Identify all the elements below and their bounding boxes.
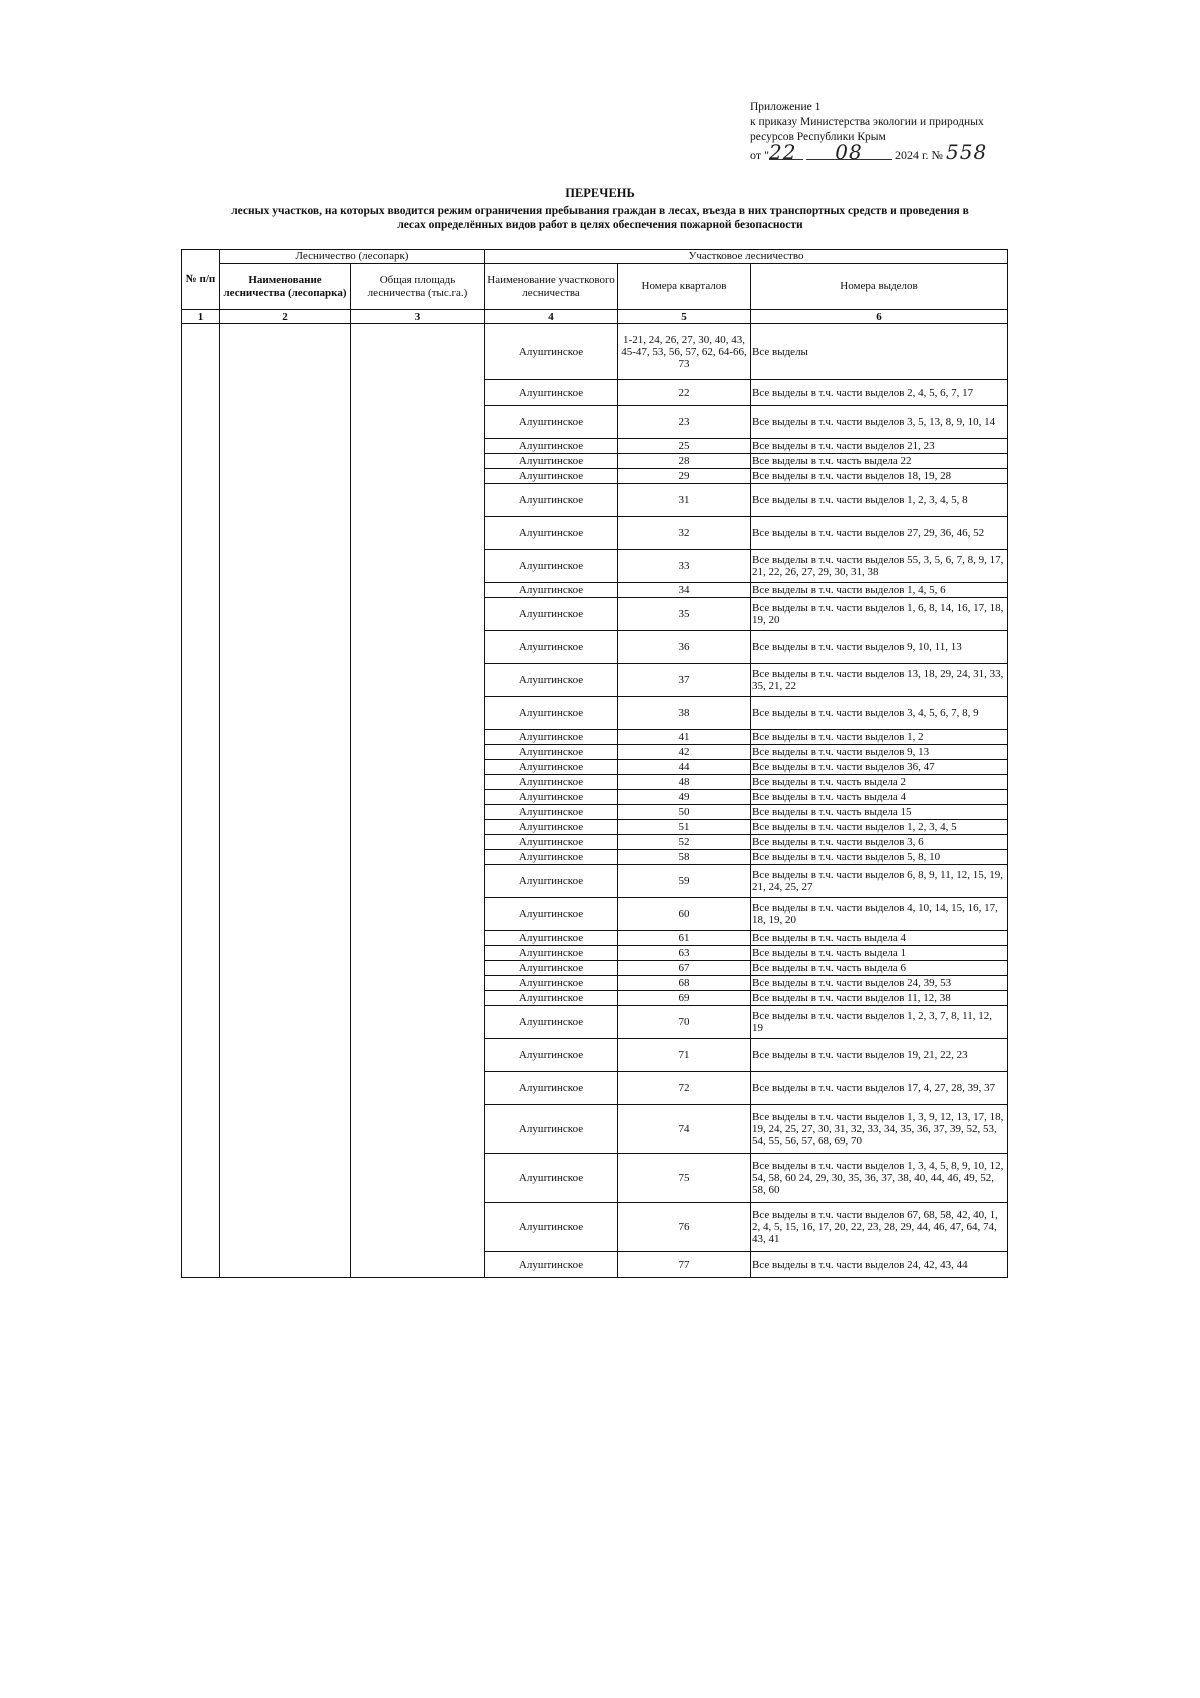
plots-cell: Все выделы в т.ч. части выделов 27, 29, 36, 46, 52 — [751, 517, 1008, 550]
district-cell: Алуштинское — [485, 517, 618, 550]
header-col-plots: Номера выделов — [751, 264, 1008, 310]
plots-cell: Все выделы в т.ч. часть выдела 4 — [751, 931, 1008, 946]
quarter-cell: 44 — [618, 760, 751, 775]
header-col-forestry-name: Наименование лесничества (лесопарка) — [220, 264, 351, 310]
plots-cell: Все выделы в т.ч. части выделов 21, 23 — [751, 439, 1008, 454]
plots-cell: Все выделы в т.ч. части выделов 1, 3, 9, 12, 13, 17, 18, 19, 24, 25, 27, 30, 31, 32, 33, 34, 35, 36, 37, 39, 52, 53, 54, 55, 56, 57, 68, 69, 70 — [751, 1105, 1008, 1154]
quarter-cell: 42 — [618, 745, 751, 760]
district-cell: Алуштинское — [485, 805, 618, 820]
plots-cell: Все выделы в т.ч. части выделов 1, 2 — [751, 730, 1008, 745]
title-line-1: лесных участков, на которых вводится режим ограничения пребывания граждан в лесах, въезда в них транспортных средств и проведения в — [231, 205, 969, 217]
title-line-2: лесах определённых видов работ в целях обеспечения пожарной безопасности — [397, 219, 803, 231]
quarter-cell: 76 — [618, 1203, 751, 1252]
district-cell: Алуштинское — [485, 1105, 618, 1154]
district-cell: Алуштинское — [485, 439, 618, 454]
quarter-cell: 25 — [618, 439, 751, 454]
district-cell: Алуштинское — [485, 820, 618, 835]
district-cell: Алуштинское — [485, 835, 618, 850]
plots-cell: Все выделы в т.ч. часть выдела 22 — [751, 454, 1008, 469]
district-cell: Алуштинское — [485, 1072, 618, 1105]
header-col-district-name: Наименование участкового лесничества — [485, 264, 618, 310]
district-cell: Алуштинское — [485, 1006, 618, 1039]
quarter-cell: 58 — [618, 850, 751, 865]
index-cell: 4 — [485, 310, 618, 324]
plots-cell: Все выделы в т.ч. часть выдела 6 — [751, 961, 1008, 976]
plots-cell: Все выделы — [751, 324, 1008, 380]
district-cell: Алуштинское — [485, 1039, 618, 1072]
district-cell: Алуштинское — [485, 991, 618, 1006]
district-cell: Алуштинское — [485, 1203, 618, 1252]
plots-cell: Все выделы в т.ч. части выделов 19, 21, 22, 23 — [751, 1039, 1008, 1072]
quarter-cell: 37 — [618, 664, 751, 697]
index-cell: 2 — [220, 310, 351, 324]
district-cell: Алуштинское — [485, 550, 618, 583]
quarter-cell: 51 — [618, 820, 751, 835]
header-col-quarters: Номера кварталов — [618, 264, 751, 310]
plots-cell: Все выделы в т.ч. части выделов 36, 47 — [751, 760, 1008, 775]
date-day: 22 — [769, 145, 803, 160]
table-row — [182, 324, 1008, 380]
header-col-number: № п/п — [182, 250, 220, 310]
district-cell: Алуштинское — [485, 790, 618, 805]
quarter-cell: 29 — [618, 469, 751, 484]
plots-cell: Все выделы в т.ч. части выделов 4, 10, 14, 15, 16, 17, 18, 19, 20 — [751, 898, 1008, 931]
plots-cell: Все выделы в т.ч. части выделов 3, 6 — [751, 835, 1008, 850]
title-heading: ПЕРЕЧЕНЬ — [565, 186, 635, 200]
quarter-cell: 22 — [618, 380, 751, 406]
plots-cell: Все выделы в т.ч. часть выдела 1 — [751, 946, 1008, 961]
plots-cell: Все выделы в т.ч. части выделов 5, 8, 10 — [751, 850, 1008, 865]
plots-cell: Все выделы в т.ч. части выделов 1, 2, 3, 4, 5 — [751, 820, 1008, 835]
plots-cell: Все выделы в т.ч. части выделов 2, 4, 5, 6, 7, 17 — [751, 380, 1008, 406]
plots-cell: Все выделы в т.ч. части выделов 24, 39, 53 — [751, 976, 1008, 991]
header-col-area: Общая площадь лесничества (тыс.га.) — [351, 264, 485, 310]
quarter-cell: 59 — [618, 865, 751, 898]
side-cell-area — [351, 324, 485, 1278]
index-cell: 5 — [618, 310, 751, 324]
quarter-cell: 31 — [618, 484, 751, 517]
district-cell: Алуштинское — [485, 760, 618, 775]
quarter-cell: 49 — [618, 790, 751, 805]
quarter-cell: 68 — [618, 976, 751, 991]
plots-cell: Все выделы в т.ч. части выделов 17, 4, 27, 28, 39, 37 — [751, 1072, 1008, 1105]
header-group-district: Участковое лесничество — [485, 250, 1008, 264]
plots-cell: Все выделы в т.ч. части выделов 9, 13 — [751, 745, 1008, 760]
district-cell: Алуштинское — [485, 454, 618, 469]
quarter-cell: 36 — [618, 631, 751, 664]
quarter-cell: 72 — [618, 1072, 751, 1105]
document-title — [180, 186, 1020, 232]
quarter-cell: 77 — [618, 1252, 751, 1278]
quarter-cell: 34 — [618, 583, 751, 598]
quarter-cell: 67 — [618, 961, 751, 976]
quarter-cell: 60 — [618, 898, 751, 931]
header-group-forestry: Лесничество (лесопарк) — [220, 250, 485, 264]
district-cell: Алуштинское — [485, 976, 618, 991]
district-cell: Алуштинское — [485, 631, 618, 664]
district-cell: Алуштинское — [485, 946, 618, 961]
district-cell: Алуштинское — [485, 1154, 618, 1203]
quarter-cell: 71 — [618, 1039, 751, 1072]
plots-cell: Все выделы в т.ч. части выделов 18, 19, 28 — [751, 469, 1008, 484]
district-cell: Алуштинское — [485, 583, 618, 598]
date-month: 08 — [806, 145, 892, 160]
appendix-line-2: к приказу Министерства экологии и природных — [750, 116, 984, 128]
quarter-cell: 74 — [618, 1105, 751, 1154]
plots-cell: Все выделы в т.ч. части выделов 1, 2, 3, 4, 5, 8 — [751, 484, 1008, 517]
date-prefix: от " — [750, 148, 769, 162]
district-cell: Алуштинское — [485, 865, 618, 898]
index-cell: 1 — [182, 310, 220, 324]
district-cell: Алуштинское — [485, 898, 618, 931]
plots-cell: Все выделы в т.ч. части выделов 1, 4, 5, 6 — [751, 583, 1008, 598]
quarter-cell: 52 — [618, 835, 751, 850]
plots-cell: Все выделы в т.ч. части выделов 6, 8, 9, 11, 12, 15, 19, 21, 24, 25, 27 — [751, 865, 1008, 898]
district-cell: Алуштинское — [485, 324, 618, 380]
district-cell: Алуштинское — [485, 961, 618, 976]
quarter-cell: 48 — [618, 775, 751, 790]
district-cell: Алуштинское — [485, 469, 618, 484]
quarter-cell: 28 — [618, 454, 751, 469]
plots-cell: Все выделы в т.ч. части выделов 13, 18, 29, 24, 31, 33, 35, 21, 22 — [751, 664, 1008, 697]
plots-cell: Все выделы в т.ч. части выделов 1, 6, 8, 14, 16, 17, 18, 19, 20 — [751, 598, 1008, 631]
quarter-cell: 69 — [618, 991, 751, 1006]
district-cell: Алуштинское — [485, 484, 618, 517]
quarter-cell: 75 — [618, 1154, 751, 1203]
plots-cell: Все выделы в т.ч. часть выдела 15 — [751, 805, 1008, 820]
appendix-line-3: ресурсов Республики Крым — [750, 131, 886, 143]
plots-cell: Все выделы в т.ч. части выделов 1, 3, 4, 5, 8, 9, 10, 12, 54, 58, 60 24, 29, 30, 35, 36, 37, 38, 40, 44, 46, 49, 52, 58, 60 — [751, 1154, 1008, 1203]
plots-cell: Все выделы в т.ч. части выделов 67, 68, 58, 42, 40, 1, 2, 4, 5, 15, 16, 17, 20, 22, 23, 28, 29, 44, 46, 47, 64, 74, 43, 41 — [751, 1203, 1008, 1252]
plots-cell: Все выделы в т.ч. части выделов 3, 4, 5, 6, 7, 8, 9 — [751, 697, 1008, 730]
district-cell: Алуштинское — [485, 697, 618, 730]
quarter-cell: 38 — [618, 697, 751, 730]
plots-cell: Все выделы в т.ч. части выделов 9, 10, 11, 13 — [751, 631, 1008, 664]
district-cell: Алуштинское — [485, 775, 618, 790]
district-cell: Алуштинское — [485, 406, 618, 439]
district-cell: Алуштинское — [485, 380, 618, 406]
quarter-cell: 70 — [618, 1006, 751, 1039]
plots-cell: Все выделы в т.ч. части выделов 3, 5, 13, 8, 9, 10, 14 — [751, 406, 1008, 439]
district-cell: Алуштинское — [485, 664, 618, 697]
appendix-line-1: Приложение 1 — [750, 101, 821, 113]
quarter-cell: 33 — [618, 550, 751, 583]
table-body — [182, 324, 1008, 1278]
quarter-cell: 63 — [618, 946, 751, 961]
district-cell: Алуштинское — [485, 931, 618, 946]
quarter-cell: 23 — [618, 406, 751, 439]
index-cell: 3 — [351, 310, 485, 324]
district-cell: Алуштинское — [485, 1252, 618, 1278]
district-cell: Алуштинское — [485, 745, 618, 760]
plots-cell: Все выделы в т.ч. части выделов 11, 12, 38 — [751, 991, 1008, 1006]
appendix-block — [750, 100, 1030, 163]
order-number: 558 — [946, 140, 988, 164]
district-cell: Алуштинское — [485, 850, 618, 865]
plots-cell: Все выделы в т.ч. части выделов 1, 2, 3, 7, 8, 11, 12, 19 — [751, 1006, 1008, 1039]
quarter-cell: 1-21, 24, 26, 27, 30, 40, 43, 45-47, 53, 56, 57, 62, 64-66, 73 — [618, 324, 751, 380]
plots-cell: Все выделы в т.ч. части выделов 24, 42, 43, 44 — [751, 1252, 1008, 1278]
forest-plots-table — [181, 249, 1008, 1278]
quarter-cell: 41 — [618, 730, 751, 745]
district-cell: Алуштинское — [485, 598, 618, 631]
quarter-cell: 61 — [618, 931, 751, 946]
district-cell: Алуштинское — [485, 730, 618, 745]
quarter-cell: 32 — [618, 517, 751, 550]
plots-cell: Все выделы в т.ч. часть выдела 4 — [751, 790, 1008, 805]
date-year: 2024 г. № — [894, 148, 944, 162]
order-date-line — [750, 140, 1030, 164]
plots-cell: Все выделы в т.ч. часть выдела 2 — [751, 775, 1008, 790]
side-cell-number — [182, 324, 220, 1278]
quarter-cell: 35 — [618, 598, 751, 631]
plots-cell: Все выделы в т.ч. части выделов 55, 3, 5, 6, 7, 8, 9, 17, 21, 22, 26, 27, 29, 30, 31, 38 — [751, 550, 1008, 583]
side-cell-forestry — [220, 324, 351, 1278]
index-cell: 6 — [751, 310, 1008, 324]
quarter-cell: 50 — [618, 805, 751, 820]
